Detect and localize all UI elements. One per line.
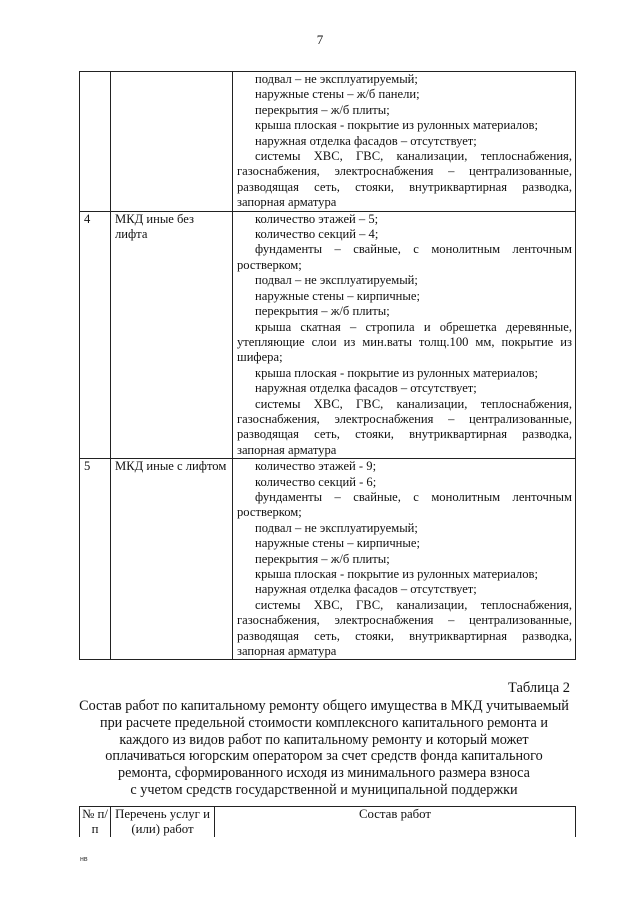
description-line: крыша плоская - покрытие из рулонных материалов; (255, 118, 538, 133)
description-line: наружные стены – кирпичные; (255, 288, 420, 303)
description-line: количество секций – 4; (255, 227, 379, 242)
description-line: перекрытия – ж/б плиты; (255, 304, 390, 319)
header-number: № п/п (80, 807, 111, 838)
row-number: 4 (80, 211, 111, 459)
footer-mark: нв (80, 856, 88, 863)
header-services: Перечень услуг и (или) работ (111, 807, 215, 838)
description-line: подвал – не эксплуатируемый; (255, 273, 418, 288)
description-line: количество этажей - 9; (255, 459, 377, 474)
description-line: системы ХВС, ГВС, канализации, теплоснабжения, газоснабжения, электроснабжения – централизованные, разводящая сеть, стояки, внутриквартирная разводка, запорная арматура (237, 597, 572, 659)
building-type: МКД иные с лифтом (111, 459, 233, 660)
table2-title-line: с учетом средств государственной и муниципальной поддержки (130, 781, 518, 798)
header-composition: Состав работ (215, 807, 576, 838)
page-number: 7 (316, 32, 324, 47)
description-line: фундаменты – свайные, с монолитным ленточным ростверком; (237, 489, 572, 520)
table2-title (74, 698, 574, 799)
table2-title-line: ремонта, сформированного исходя из минимального размера взноса (118, 765, 530, 782)
row-number: 5 (80, 459, 111, 660)
buildings-table (79, 71, 576, 660)
description-line: перекрытия – ж/б плиты; (255, 551, 390, 566)
description-line: наружные стены – ж/б панели; (255, 87, 420, 102)
description-line: перекрытия – ж/б плиты; (255, 102, 390, 117)
table2-title-line: оплачиваться югорским оператором за счет средств фонда капитального (105, 748, 543, 765)
building-description (233, 459, 576, 660)
table-row (80, 211, 576, 459)
description-line: системы ХВС, ГВС, канализации, теплоснабжения, газоснабжения, электроснабжения – централизованные, разводящая сеть, стояки, внутриквартирная разводка, запорная арматура (237, 149, 572, 210)
description-line: количество секций - 6; (255, 474, 377, 489)
table2-title-line: при расчете предельной стоимости комплексного капитального ремонта и (100, 714, 548, 731)
description-line: крыша скатная – стропила и обрешетка деревянные, утепляющие слои из мин.ваты толщ.100 мм, покрытие из шифера; (237, 319, 572, 365)
row-number (80, 72, 111, 212)
description-line: фундаменты – свайные, с монолитным ленточным ростверком; (237, 242, 572, 272)
description-line: наружная отделка фасадов – отсутствует; (255, 582, 477, 597)
description-line: количество этажей – 5; (255, 211, 379, 226)
table-row (80, 72, 576, 212)
buildings-table-body (80, 72, 576, 660)
building-type: МКД иные без лифта (111, 211, 233, 459)
description-line: наружная отделка фасадов – отсутствует; (255, 381, 477, 396)
table2-title-line: каждого из видов работ по капитальному ремонту и который может (119, 731, 529, 748)
description-line: крыша плоская - покрытие из рулонных материалов; (255, 365, 538, 380)
description-line: наружная отделка фасадов – отсутствует; (255, 133, 477, 148)
building-description (233, 211, 576, 459)
works-table-header-row (80, 807, 576, 838)
building-description (233, 72, 576, 212)
table-row (80, 459, 576, 660)
description-line: крыша плоская - покрытие из рулонных материалов; (255, 567, 538, 581)
description-line: наружные стены – кирпичные; (255, 536, 420, 551)
table2-label: Таблица 2 (507, 680, 570, 696)
description-line: подвал – не эксплуатируемый; (255, 72, 418, 86)
building-type (111, 72, 233, 212)
table2-title-line: Состав работ по капитальному ремонту общего имущества в МКД учитываемый (79, 698, 569, 714)
works-table (79, 806, 576, 837)
description-line: подвал – не эксплуатируемый; (255, 520, 418, 535)
description-line: системы ХВС, ГВС, канализации, теплоснабжения, газоснабжения, электроснабжения – централизованные, разводящая сеть, стояки, внутриквартирная разводка, запорная арматура (237, 396, 572, 457)
